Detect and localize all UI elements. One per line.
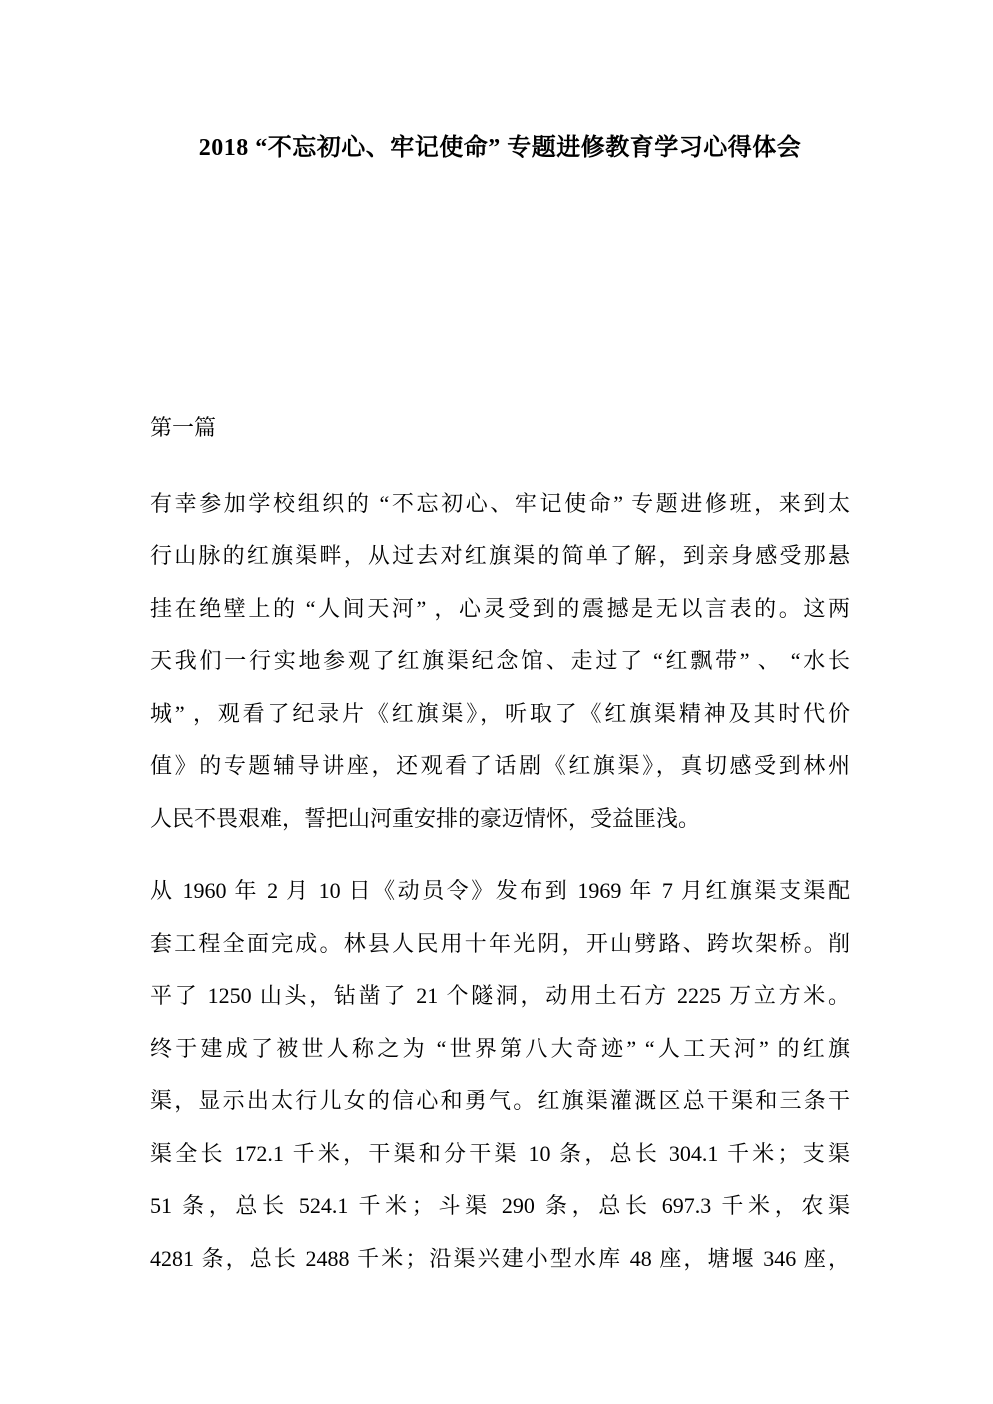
- text-line: 渠全长 172.1 千米，干渠和分干渠 10 条，总长 304.1 千米；支渠: [150, 1140, 850, 1166]
- text-line: 人民不畏艰难，誓把山河重安排的豪迈情怀，受益匪浅。: [150, 805, 701, 831]
- text-line: 从 1960 年 2 月 10 日《动员令》发布到 1969 年 7 月红旗渠支渠配: [150, 878, 850, 903]
- text-line: 终于建成了被世人称之为 “世界第八大奇迹” “人工天河” 的红旗: [150, 1035, 850, 1061]
- text-line: 套工程全面完成。林县人民用十年光阴，开山劈路、跨坎架桥。削: [150, 930, 850, 956]
- text-line: 4281 条，总长 2488 千米；沿渠兴建小型水库 48 座，塘堰 346 座，: [150, 1245, 850, 1271]
- text-line: 值》的专题辅导讲座，还观看了话剧《红旗渠》，真切感受到林州: [150, 753, 850, 778]
- text-line: 渠，显示出太行儿女的信心和勇气。红旗渠灌溉区总干渠和三条干: [150, 1088, 850, 1113]
- text-line: 天我们一行实地参观了红旗渠纪念馆、走过了 “红飘带” 、 “水长: [150, 648, 850, 673]
- section-heading: 第一篇: [150, 415, 217, 440]
- paragraph-2: [150, 865, 850, 1285]
- text-line: 有幸参加学校组织的 “不忘初心、牢记使命” 专题进修班，来到太: [150, 490, 850, 516]
- paragraph-1: [150, 478, 850, 846]
- text-line: 51 条，总长 524.1 千米；斗渠 290 条，总长 697.3 千米，农渠: [150, 1193, 850, 1218]
- text-line: 城” ，观看了纪录片《红旗渠》，听取了《红旗渠精神及其时代价: [150, 700, 850, 726]
- text-line: 行山脉的红旗渠畔，从过去对红旗渠的简单了解，到亲身感受那悬: [150, 543, 850, 568]
- text-line: 挂在绝壁上的 “人间天河” ，心灵受到的震撼是无以言表的。这两: [150, 595, 850, 621]
- text-line: 平了 1250 山头，钻凿了 21 个隧洞，动用土石方 2225 万立方米。: [150, 983, 850, 1008]
- document-title: 2018 “不忘初心、牢记使命” 专题进修教育学习心得体会: [198, 135, 802, 161]
